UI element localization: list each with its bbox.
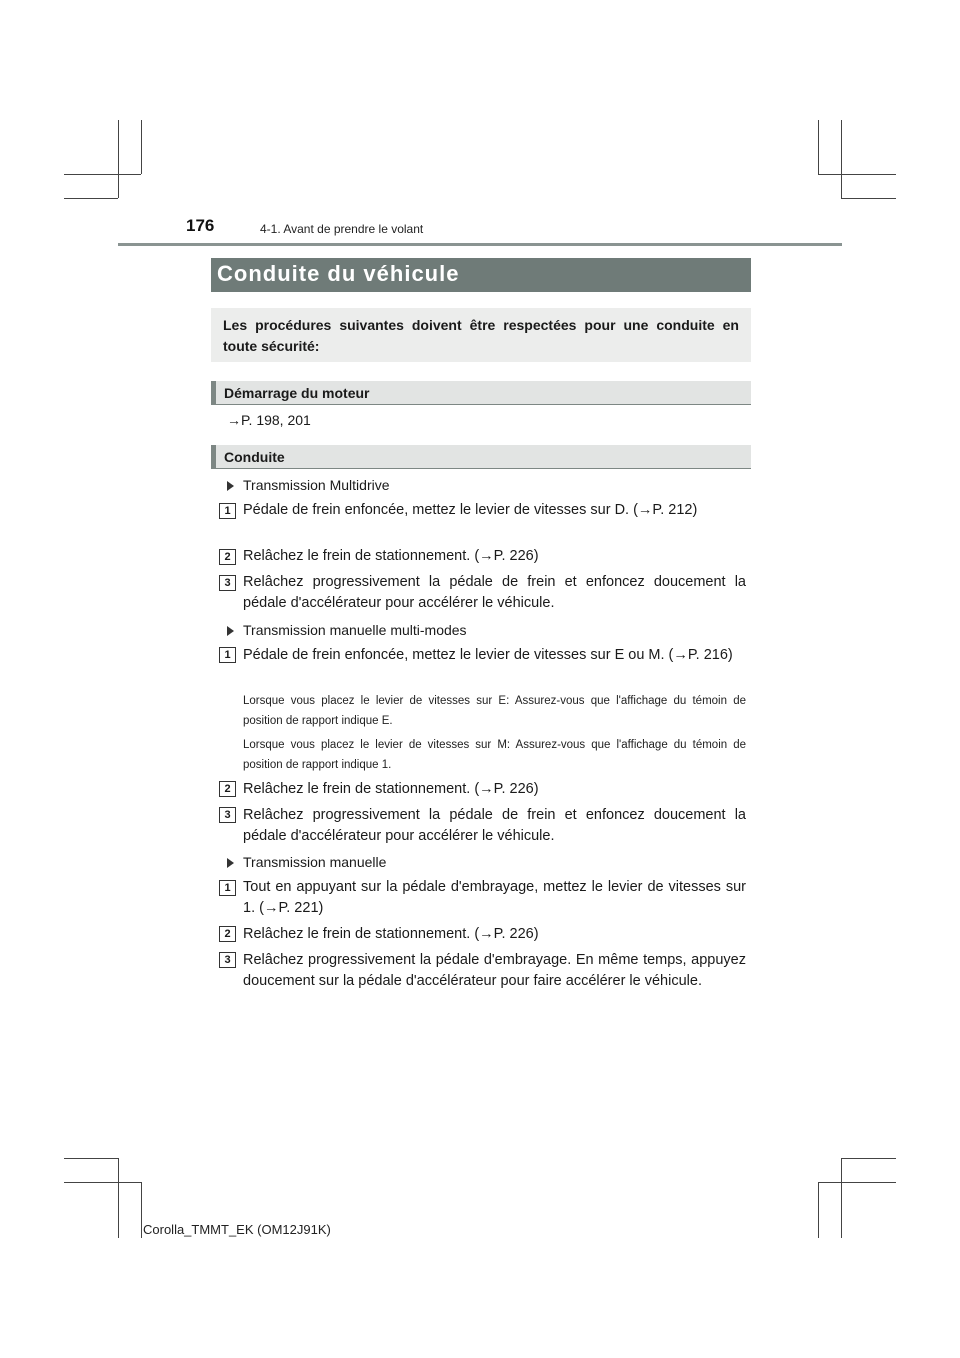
step-number: 1 (219, 503, 236, 519)
crop-mark (818, 1182, 896, 1183)
step-text: Pédale de frein enfoncée, mettez le levier de vitesses sur D. (→P. 212) (243, 502, 698, 518)
crop-mark (64, 1158, 118, 1159)
step-number: 1 (219, 647, 236, 663)
crop-mark (841, 1158, 896, 1159)
crop-mark (118, 1158, 119, 1238)
crop-mark (141, 1182, 142, 1238)
transmission-manual (227, 854, 386, 870)
page-title: Conduite du véhicule (211, 258, 751, 292)
crop-mark (818, 174, 896, 175)
subheading-starting: Démarrage du moteur (211, 381, 751, 405)
transmission-multimode (227, 622, 467, 638)
triangle-bullet-icon (227, 858, 234, 868)
page-reference: →P. 198, 201 (227, 412, 311, 428)
crop-mark (64, 1182, 141, 1183)
note-text: Lorsque vous placez le levier de vitesses sur E: Assurez-vous que l'affichage du témoin de position de rapport indique E. (243, 695, 746, 727)
crop-mark (64, 174, 141, 175)
transmission-multidrive (227, 477, 390, 493)
crop-mark (818, 120, 819, 174)
triangle-bullet-icon (227, 626, 234, 636)
step-text: Relâchez le frein de stationnement. (→P. 226) (243, 548, 539, 564)
triangle-bullet-icon (227, 481, 234, 491)
crop-mark (841, 1158, 842, 1238)
crop-mark (64, 198, 118, 199)
note-text: Lorsque vous placez le levier de vitesses sur M: Assurez-vous que l'affichage du témoin de position de rapport indique 1. (243, 739, 746, 771)
document-code: Corolla_TMMT_EK (OM12J91K) (143, 1222, 331, 1237)
intro-box: Les procédures suivantes doivent être respectées pour une conduite en toute sécurité: (211, 308, 751, 362)
step-text: Relâchez le frein de stationnement. (→P. 226) (243, 781, 539, 797)
crop-mark (818, 1182, 819, 1238)
header-divider (118, 243, 842, 246)
step-number: 3 (219, 952, 236, 968)
step-text: Relâchez progressivement la pédale de frein et enfoncez doucement la pédale d'accélérateur pour accélérer le véhicule. (243, 574, 746, 611)
step-text: Relâchez progressivement la pédale d'embrayage. En même temps, appuyez doucement sur la pédale d'accélérateur pour faire accélérer le véhicule. (243, 952, 746, 989)
step-number: 3 (219, 807, 236, 823)
crop-mark (141, 120, 142, 174)
bullet-label: Transmission manuelle (243, 854, 387, 870)
page-number: 176 (186, 216, 215, 235)
step-number: 2 (219, 926, 236, 942)
step-number: 2 (219, 549, 236, 565)
crop-mark (841, 120, 842, 198)
step-text: Relâchez le frein de stationnement. (→P. 226) (243, 926, 539, 942)
section-path: 4-1. Avant de prendre le volant (260, 222, 424, 236)
bullet-label: Transmission manuelle multi-modes (243, 622, 467, 638)
crop-mark (118, 120, 119, 198)
step-text: Relâchez progressivement la pédale de frein et enfoncez doucement la pédale d'accélérateur pour accélérer le véhicule. (243, 807, 746, 844)
subheading-driving: Conduite (211, 445, 751, 469)
step-text: Pédale de frein enfoncée, mettez le levier de vitesses sur E ou M. (→P. 216) (243, 647, 733, 663)
bullet-label: Transmission Multidrive (243, 477, 390, 493)
step-text: Tout en appuyant sur la pédale d'embrayage, mettez le levier de vitesses sur 1. (→P. 221) (243, 879, 746, 916)
crop-mark (841, 198, 896, 199)
step-number: 1 (219, 880, 236, 896)
step-number: 2 (219, 781, 236, 797)
step-number: 3 (219, 575, 236, 591)
